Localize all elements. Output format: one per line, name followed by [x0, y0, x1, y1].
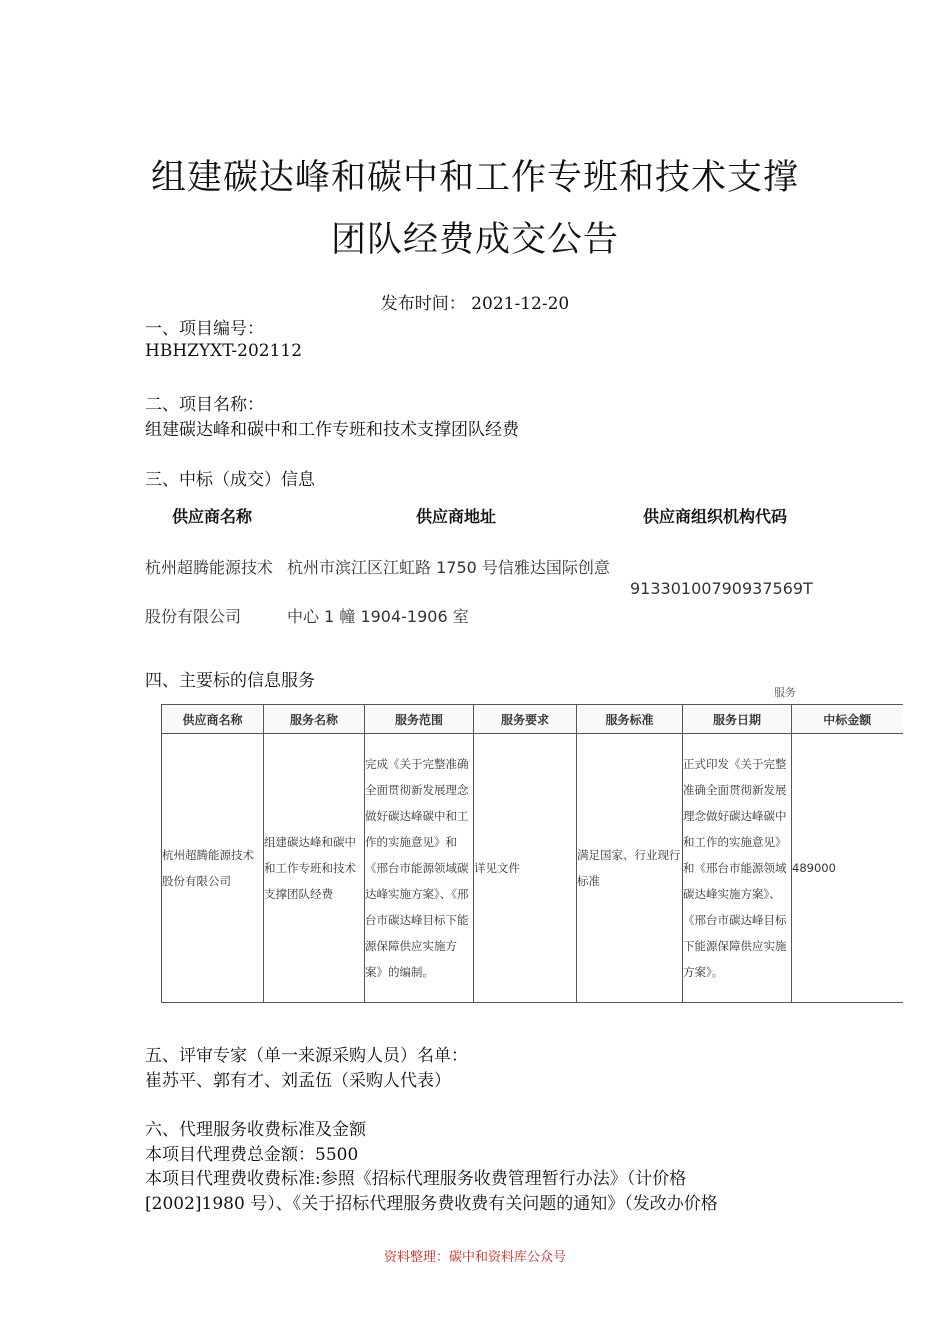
main-info-heading: 四、主要标的信息服务 — [145, 671, 315, 691]
experts-list: 崔苏平、郭有才、刘孟伍（采购人代表） — [145, 1071, 451, 1091]
cell-standard: 满足国家、行业现行标准 — [577, 734, 683, 1003]
th-date: 服务日期 — [683, 705, 792, 734]
supplier-org-code: 91330100790937569T — [630, 579, 813, 598]
table-header-row — [162, 705, 903, 734]
fee-standard-line-2: [2002]1980 号）、《关于招标代理服务费收费有关问题的通知》（发改办价格 — [145, 1194, 718, 1214]
cell-supplier: 杭州超腾能源技术股份有限公司 — [162, 734, 264, 1003]
footer-source: 资料整理：碳中和资料库公众号 — [383, 1250, 566, 1265]
project-name: 组建碳达峰和碳中和工作专班和技术支撑团队经费 — [145, 420, 519, 440]
fee-standard-line-1: 本项目代理费收费标准:参照《招标代理服务收费管理暂行办法》（计价格 — [145, 1169, 687, 1189]
th-requirement: 服务要求 — [474, 705, 577, 734]
th-scope: 服务范围 — [365, 705, 474, 734]
supplier-address-header: 供应商地址 — [416, 507, 497, 526]
project-name-heading: 二、项目名称： — [145, 395, 264, 415]
fee-heading: 六、代理服务收费标准及金额 — [145, 1120, 366, 1140]
th-amount: 中标金额 — [792, 705, 903, 734]
document-title-line-1: 组建碳达峰和碳中和工作专班和技术支撑 — [150, 158, 799, 198]
cell-service-name: 组建碳达峰和碳中和工作专班和技术支撑团队经费 — [264, 734, 365, 1003]
supplier-name-line-1: 杭州超腾能源技术 — [145, 558, 274, 577]
supplier-name-line-2: 股份有限公司 — [145, 607, 242, 626]
th-standard: 服务标准 — [577, 705, 683, 734]
supplier-name-header: 供应商名称 — [172, 507, 253, 526]
table-stray-text: 服务 — [774, 686, 796, 699]
cell-requirement: 详见文件 — [474, 734, 577, 1003]
th-supplier: 供应商名称 — [162, 705, 264, 734]
experts-heading: 五、评审专家（单一来源采购人员）名单： — [145, 1046, 468, 1066]
cell-amount: 489000 — [792, 734, 903, 1003]
service-table — [161, 704, 903, 1003]
publish-time: 发布时间： 2021-12-20 — [380, 294, 570, 314]
th-service-name: 服务名称 — [264, 705, 365, 734]
supplier-address-line-2: 中心 1 幢 1904-1906 室 — [287, 607, 469, 626]
supplier-code-header: 供应商组织机构代码 — [643, 507, 788, 526]
project-number-heading: 一、项目编号： — [145, 319, 264, 339]
project-number: HBHZYXT-202112 — [145, 341, 303, 361]
award-heading: 三、中标（成交）信息 — [145, 470, 315, 490]
fee-total: 本项目代理费总金额：5500 — [145, 1145, 359, 1165]
supplier-address-line-1: 杭州市滨江区江虹路 1750 号信雅达国际创意 — [287, 558, 610, 577]
cell-date: 正式印发《关于完整准确全面贯彻新发展理念做好碳达峰碳中和工作的实施意见》和《邢台市能源领域碳达峰实施方案》、《邢台市碳达峰目标下能源保障供应实施方案》。 — [683, 734, 792, 1003]
table-row — [162, 734, 903, 1003]
document-title-line-2: 团队经费成交公告 — [330, 220, 619, 260]
cell-scope: 完成《关于完整准确全面贯彻新发展理念做好碳达峰碳中和工作的实施意见》和《邢台市能源领域碳达峰实施方案》、《邢台市碳达峰目标下能源保障供应实施方案》的编制。 — [365, 734, 474, 1003]
